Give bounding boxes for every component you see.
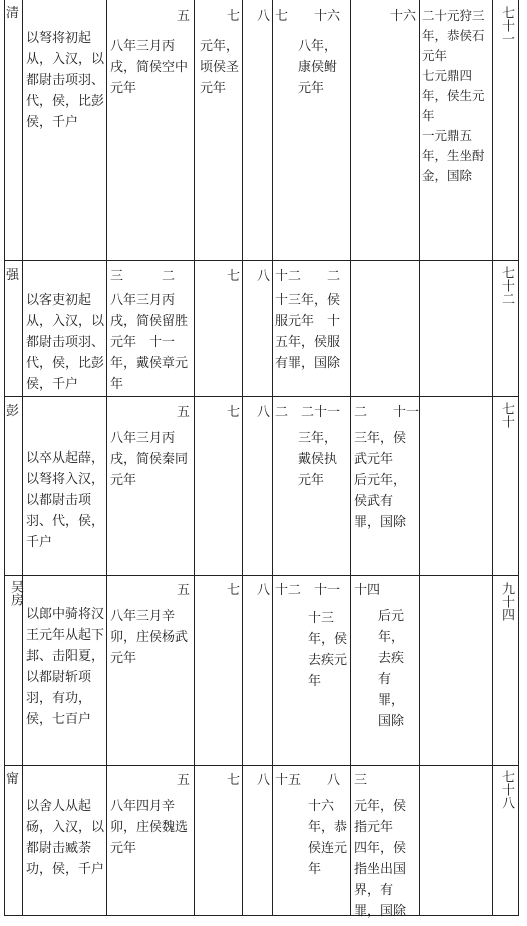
column-divider (350, 0, 351, 916)
reign-count: 八 (256, 405, 270, 420)
reign-count: 七 (226, 405, 240, 420)
merit-text: 以卒从起薛，以弩将入汉，以都尉击项羽、代，侯，千户 (26, 451, 105, 550)
reign-count: 二 二十一 (275, 405, 341, 420)
reign-count: 七 (226, 583, 240, 598)
reign-count: 三 二 (110, 269, 176, 284)
succession-text: 十三年，侯去疾元年 (308, 611, 348, 689)
row-divider (4, 765, 518, 766)
column-divider (106, 0, 107, 916)
reign-count: 十二 十一 (275, 583, 341, 598)
merit-text: 以郎中骑将汉王元年从起下邽、击阳夏，以都尉斩项羽，有功，侯，七百户 (26, 607, 105, 727)
column-divider (272, 0, 273, 916)
reign-count: 八 (256, 583, 270, 598)
reign-count: 十二 二 (275, 269, 341, 284)
grant-text: 八年三月丙戌，简侯留胜元年 十一年，戴侯章元年 (110, 293, 189, 392)
succession-text: 元年，顷侯圣元年 (200, 39, 240, 96)
succession-text: 三年，侯武元年 后元年，侯武有罪，国除 (354, 431, 407, 530)
reign-count: 五 (176, 583, 190, 598)
reign-count: 七 (226, 269, 240, 284)
column-divider (492, 0, 493, 916)
reign-count: 七 (226, 9, 240, 24)
reign-count: 七 (226, 773, 240, 788)
succession-text: 三年，戴侯执元年 (298, 431, 338, 488)
state-name: 吴房 (8, 580, 23, 606)
state-name: 清 (5, 6, 19, 21)
grant-text: 八年三月丙戌，简侯空中元年 (110, 39, 189, 96)
succession-text: 十六年，恭侯连元年 (308, 799, 348, 877)
rank-number: 七十八 (499, 770, 514, 809)
column-divider (419, 0, 420, 916)
succession-text: 八年，康侯鲋元年 (298, 39, 338, 96)
reign-count: 二 十一 (354, 405, 420, 420)
rank-number: 七十二 (499, 266, 514, 305)
row-divider (4, 575, 518, 576)
reign-count: 十四 (354, 583, 381, 598)
reign-count: 八 (256, 9, 270, 24)
succession-text: 二十元狩三年，恭侯石元年 七元鼎四年，侯生元年 一元鼎五年，生坐酎金，国除 (422, 8, 485, 183)
merit-text: 以舍人从起砀，入汉，以都尉击臧荼功，侯，千户 (26, 799, 105, 877)
state-name: 甯 (5, 772, 19, 787)
rank-number: 七十一 (499, 6, 514, 45)
grant-text: 八年三月辛卯，庄侯杨武元年 (110, 609, 189, 666)
rank-number: 七十 (499, 402, 514, 428)
reign-count: 十六 (389, 9, 416, 24)
reign-count: 十五 八 (275, 773, 341, 788)
reign-count: 七 十六 (275, 9, 341, 24)
succession-text: 十三年，侯服元年 十五年，侯服有罪，国除 (275, 293, 341, 371)
grant-text: 八年三月丙戌，简侯秦同元年 (110, 431, 189, 488)
reign-count: 三 (354, 773, 368, 788)
state-name: 强 (5, 268, 19, 283)
rank-number: 九十四 (499, 582, 514, 621)
reign-count: 五 (176, 773, 190, 788)
reign-count: 五 (176, 9, 190, 24)
state-name: 彭 (5, 404, 19, 419)
reign-count: 八 (256, 269, 270, 284)
merit-text: 以弩将初起从，入汉，以都尉击项羽、代，侯，比彭侯，千户 (26, 31, 105, 130)
column-divider (194, 0, 195, 916)
merit-text: 以客吏初起从，入汉，以都尉击项羽、代，侯，比彭侯，千户 (26, 293, 105, 392)
reign-count: 五 (176, 405, 190, 420)
column-divider (22, 0, 23, 916)
succession-text: 后元年，去疾有罪，国除 (378, 609, 405, 729)
reign-count: 八 (256, 773, 270, 788)
succession-text: 元年，侯指元年 四年，侯指坐出国界，有罪，国除 (354, 799, 407, 919)
row-divider (4, 260, 518, 261)
row-divider (4, 396, 518, 397)
grant-text: 八年四月辛卯，庄侯魏选元年 (110, 799, 189, 856)
column-divider (242, 0, 243, 916)
